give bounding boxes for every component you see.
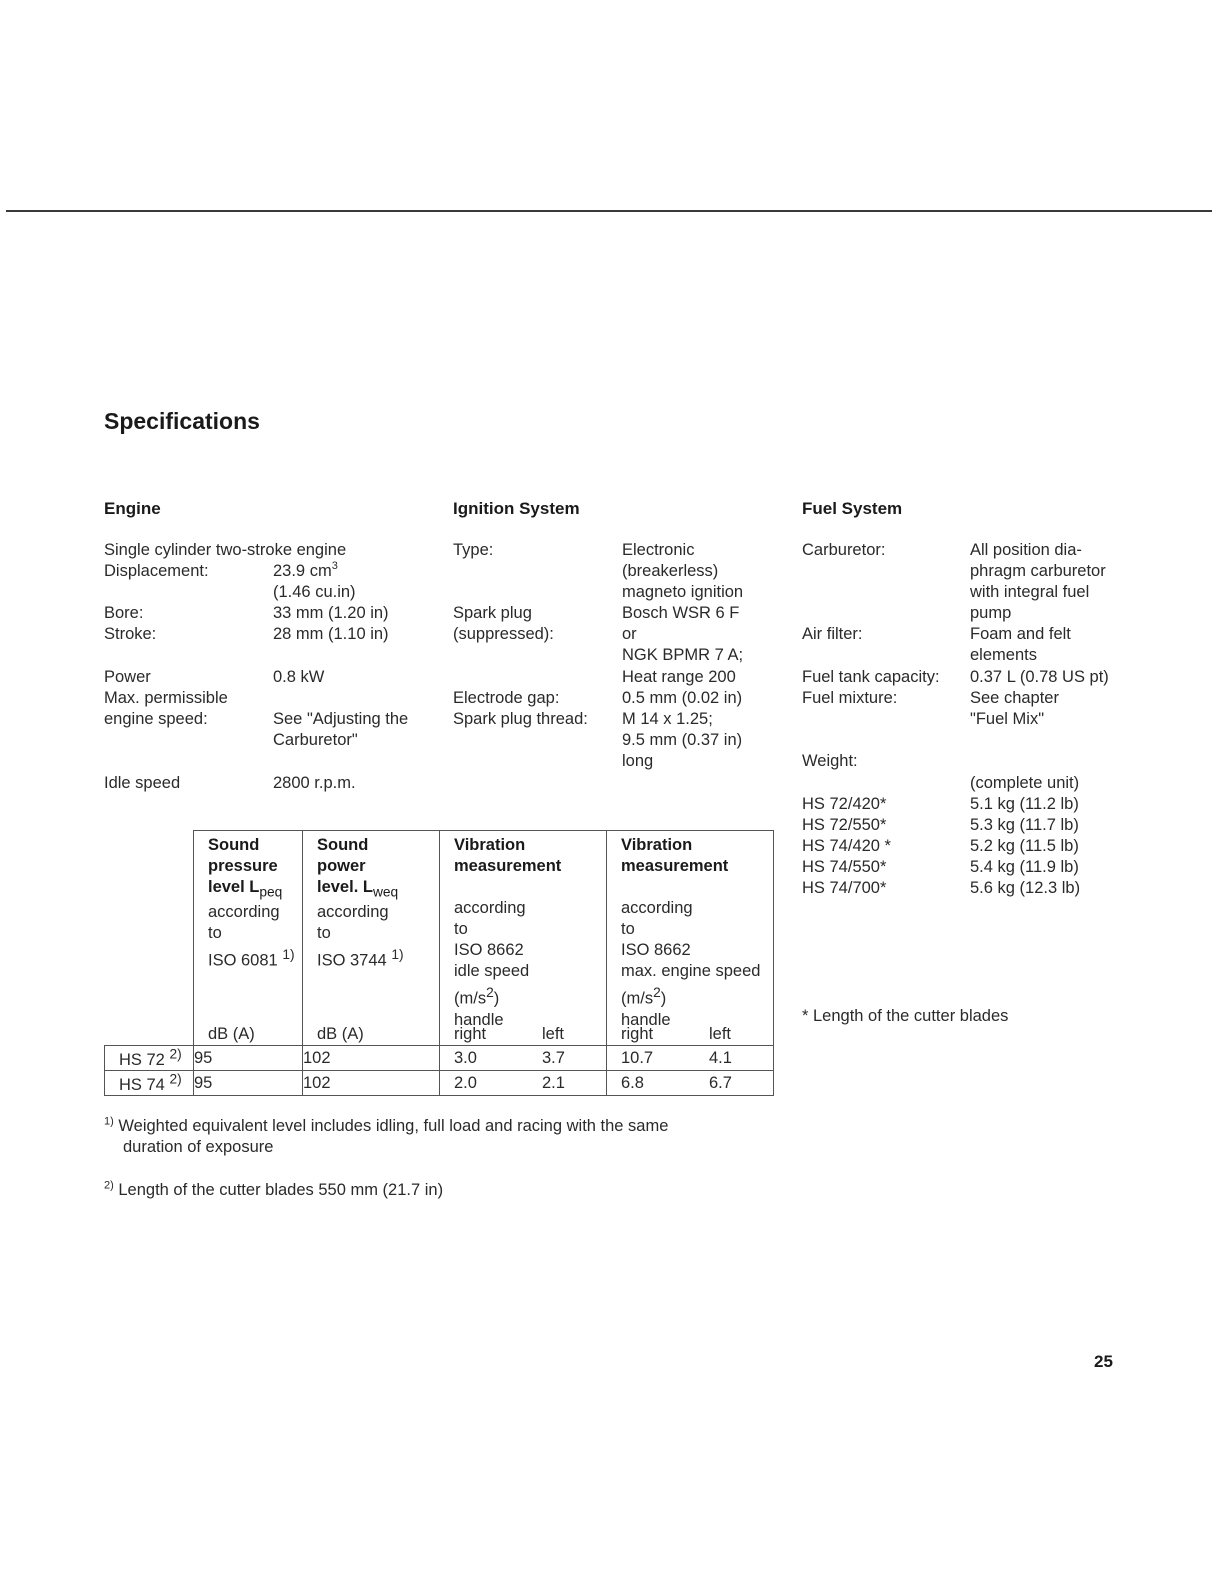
fuel-heading: Fuel System [802, 499, 903, 518]
stroke-label: Stroke: [104, 625, 157, 643]
unit-label: dB (A) [317, 1025, 364, 1043]
header-vibration-idle [440, 831, 607, 1046]
handle-side-labels: right left [454, 1025, 565, 1043]
spark-plug-value-4: Heat range 200 [622, 668, 736, 686]
power-cell: 102 [303, 1046, 440, 1071]
air-filter-label: Air filter: [802, 625, 863, 643]
ignition-type-value-3: magneto ignition [622, 583, 744, 601]
label: Vibration [621, 836, 693, 854]
electrode-gap-value: 0.5 mm (0.02 in) [622, 689, 743, 707]
weight-model: HS 74/420 * [802, 837, 891, 855]
label: Vibration [454, 836, 526, 854]
label: level. $L_{weq}$ [317, 878, 399, 900]
power-label: Power [104, 668, 151, 686]
power-value: 0.8 kW [273, 668, 325, 686]
idle-vibration-cell: 2.0 2.1 [440, 1071, 607, 1096]
page-title: Specifications [104, 408, 260, 434]
top-rule [6, 210, 1212, 212]
label: ISO 8662 [454, 941, 524, 959]
unit-label: dB (A) [208, 1025, 255, 1043]
ignition-type-value-2: (breakerless) [622, 562, 719, 580]
weight-value: 5.3 kg (11.7 lb) [970, 816, 1079, 834]
fuel-mixture-value-2: "Fuel Mix" [970, 710, 1045, 728]
spark-thread-value-1: M 14 x 1.25; [622, 710, 713, 728]
carburetor-value-3: with integral fuel [970, 583, 1090, 601]
spark-thread-value-3: long [622, 752, 654, 770]
max-speed-value-2: Carburetor" [273, 731, 358, 749]
footnote-2: $^{2)}$ Length of the cutter blades 550 mm (21.7 in) [104, 1179, 444, 1199]
model-cell: HS 74 $^{2)}$ [105, 1071, 194, 1096]
label: Sound [317, 836, 369, 854]
spark-plug-label-1: Spark plug [453, 604, 532, 622]
fuel-tank-label: Fuel tank capacity: [802, 668, 940, 686]
max-speed-label-2: engine speed: [104, 710, 208, 728]
bore-value: 33 mm (1.20 in) [273, 604, 389, 622]
fuel-mixture-label: Fuel mixture: [802, 689, 898, 707]
table-row [105, 1046, 774, 1071]
carburetor-value-2: phragm carburetor [970, 562, 1106, 580]
spark-thread-label: Spark plug thread: [453, 710, 588, 728]
weight-value: 5.2 kg (11.5 lb) [970, 837, 1079, 855]
label: handle [621, 1010, 671, 1029]
label: according [454, 899, 526, 917]
displacement-inches: (1.46 cu.in) [273, 583, 356, 601]
weight-model: HS 74/550* [802, 858, 887, 876]
label: idle speed [454, 962, 530, 980]
label: handle [454, 1010, 504, 1029]
fuel-tank-value: 0.37 L (0.78 US pt) [970, 668, 1109, 686]
idle-label: Idle speed [104, 774, 181, 792]
label: measurement [621, 857, 729, 875]
carburetor-value-4: pump [970, 604, 1012, 622]
engine-heading: Engine [104, 499, 161, 518]
max-vibration-cell: 6.8 6.7 [607, 1071, 774, 1096]
idle-vibration-cell: 3.0 3.7 [440, 1046, 607, 1071]
label: $(m/s^2)$ [454, 985, 500, 1008]
label: power [317, 857, 366, 875]
ignition-type-value-1: Electronic [622, 541, 695, 559]
label: according [621, 899, 693, 917]
displacement-label: Displacement: [104, 562, 209, 580]
label: pressure [208, 857, 278, 875]
sound-vibration-table [104, 830, 774, 1096]
weight-model: HS 74/700* [802, 879, 887, 897]
label: measurement [454, 857, 562, 875]
label: ISO 6081 $^{1)}$ [208, 947, 295, 970]
header-vibration-max [607, 831, 774, 1046]
weight-heading: Weight: [802, 752, 858, 770]
label: according [317, 903, 389, 922]
spark-plug-label-2: (suppressed): [453, 625, 554, 643]
weight-sub: (complete unit) [970, 774, 1080, 792]
weight-value: 5.1 kg (11.2 lb) [970, 795, 1079, 813]
carburetor-label: Carburetor: [802, 541, 886, 559]
label: ISO 3744 $^{1)}$ [317, 947, 404, 970]
label: level $L_{peq}$ [208, 878, 283, 900]
weight-model: HS 72/550* [802, 816, 887, 834]
header-sound-power [303, 831, 440, 1046]
label: $(m/s^2)$ [621, 985, 667, 1008]
label: ISO 8662 [621, 941, 691, 959]
label: to [621, 920, 635, 938]
weight-note: * Length of the cutter blades [802, 1007, 1009, 1025]
weight-value: 5.6 kg (12.3 lb) [970, 879, 1081, 897]
spark-plug-value-2: or [622, 625, 637, 643]
pressure-cell: 95 [194, 1046, 303, 1071]
carburetor-value-1: All position dia- [970, 541, 1082, 559]
header-empty-cell [105, 831, 194, 1046]
max-speed-label-1: Max. permissible [104, 689, 228, 707]
displacement-value: 23.9 $cm^3$ [273, 559, 338, 580]
page-number: 25 [1094, 1352, 1113, 1371]
spark-plug-value-3: NGK BPMR 7 A; [622, 646, 744, 664]
label: according [208, 903, 280, 922]
table-row [105, 1071, 774, 1096]
label: max. engine speed [621, 962, 761, 980]
max-speed-value-1: See "Adjusting the [273, 710, 409, 728]
model-cell: HS 72 $^{2)}$ [105, 1046, 194, 1071]
spacer [454, 877, 606, 898]
fuel-mixture-value-1: See chapter [970, 689, 1059, 707]
label: to [317, 924, 331, 943]
air-filter-value-1: Foam and felt [970, 625, 1071, 643]
label: to [208, 924, 222, 943]
handle-side-labels: right left [621, 1025, 732, 1043]
air-filter-value-2: elements [970, 646, 1037, 664]
engine-intro: Single cylinder two-stroke engine [104, 541, 347, 559]
power-cell: 102 [303, 1071, 440, 1096]
table-header-row [105, 831, 774, 1046]
footnote-1: $^{1)}$ Weighted equivalent level includes idling, full load and racing with the same duration of exposure [104, 1115, 669, 1156]
ignition-type-label: Type: [453, 541, 494, 559]
weight-value: 5.4 kg (11.9 lb) [970, 858, 1079, 876]
label: Sound [208, 836, 260, 854]
stroke-value: 28 mm (1.10 in) [273, 625, 389, 643]
electrode-gap-label: Electrode gap: [453, 689, 560, 707]
bore-label: Bore: [104, 604, 144, 622]
spark-thread-value-2: 9.5 mm (0.37 in) [622, 731, 743, 749]
weight-model: HS 72/420* [802, 795, 887, 813]
label: to [454, 920, 468, 938]
ignition-heading: Ignition System [453, 499, 580, 518]
idle-value: 2800 r.p.m. [273, 774, 356, 792]
header-sound-pressure [194, 831, 303, 1046]
pressure-cell: 95 [194, 1071, 303, 1096]
spacer [621, 877, 773, 898]
max-vibration-cell: 10.7 4.1 [607, 1046, 774, 1071]
spark-plug-value-1: Bosch WSR 6 F [622, 604, 740, 622]
